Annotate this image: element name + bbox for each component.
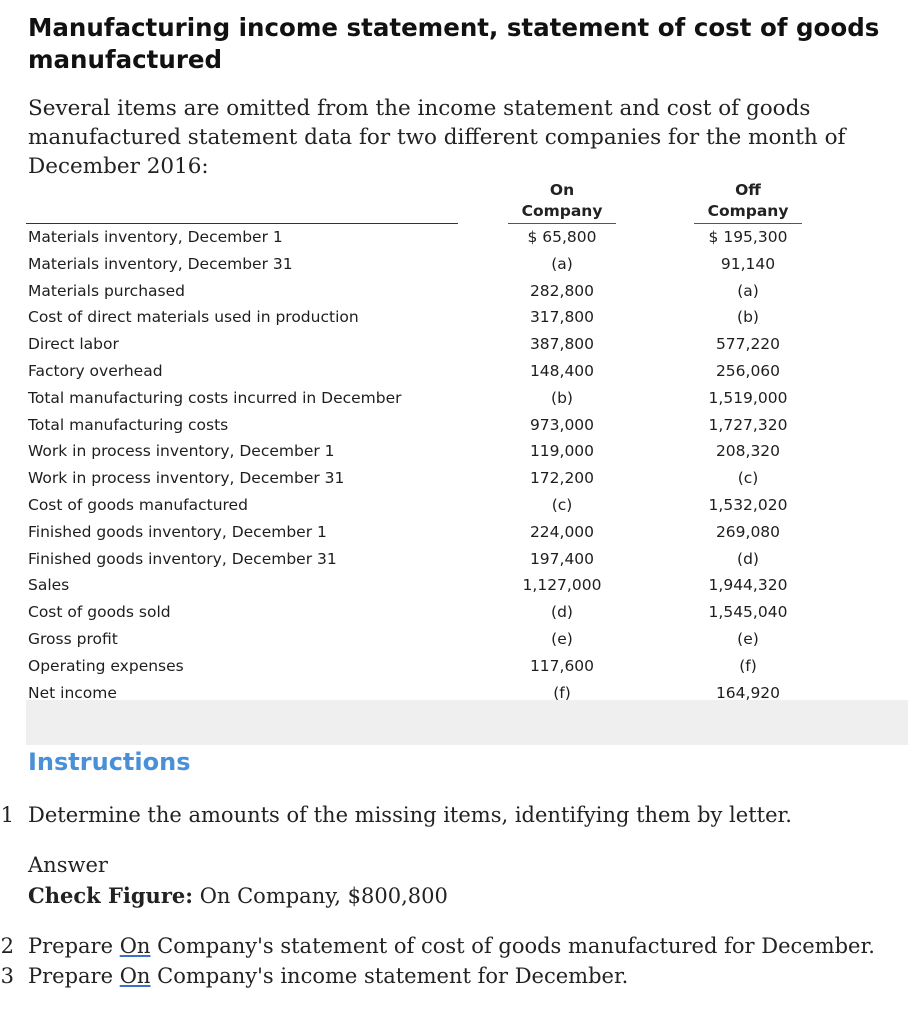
off-company-value: 1,519,000 xyxy=(708,388,788,407)
row-label: Factory overhead xyxy=(28,361,163,380)
on-company-value: 197,400 xyxy=(529,549,595,568)
table-row xyxy=(26,653,908,680)
on-company-value: (a) xyxy=(551,254,573,273)
on-company-value: (c) xyxy=(551,495,573,514)
off-company-value: (d) xyxy=(737,549,759,568)
off-company-value: $ 195,300 xyxy=(708,228,788,246)
table-row xyxy=(26,385,908,412)
off-company-value: 1,532,020 xyxy=(708,495,788,514)
step-text-end: Company's income statement for December. xyxy=(150,964,629,988)
table-row xyxy=(26,626,908,653)
row-label: Operating expenses xyxy=(28,656,184,675)
table-row xyxy=(26,412,908,439)
intro-paragraph: Several items are omitted from the income statement and cost of goods manufactured statement data for two different companies for the month of December 2016: xyxy=(28,96,846,179)
off-company-value: 164,920 xyxy=(715,683,781,702)
table-row xyxy=(26,331,908,358)
check-figure-value: On Company, $800,800 xyxy=(193,884,448,908)
step-number: 2 xyxy=(0,934,14,958)
on-company-value: (e) xyxy=(551,629,573,648)
column-header-line: Company xyxy=(521,202,603,220)
on-company-value: 224,000 xyxy=(529,522,595,541)
on-company-value: (d) xyxy=(551,603,573,622)
row-label: Cost of goods sold xyxy=(28,603,171,622)
off-company-value: (e) xyxy=(737,629,759,648)
on-company-value: 1,127,000 xyxy=(522,576,602,595)
data-table xyxy=(26,180,908,745)
on-company-link[interactable]: On xyxy=(119,934,151,958)
row-label: Work in process inventory, December 1 xyxy=(28,442,335,461)
on-company-link[interactable]: On xyxy=(119,964,151,988)
table-row xyxy=(26,304,908,331)
column-header-line: Company xyxy=(707,202,789,220)
row-label: Net income xyxy=(28,683,117,702)
on-company-value: 119,000 xyxy=(529,442,595,461)
on-company-value: (f) xyxy=(553,683,571,702)
on-company-value: 973,000 xyxy=(529,415,595,434)
table-row xyxy=(26,546,908,573)
column-header-on-company xyxy=(512,180,612,222)
step-text xyxy=(28,931,875,961)
column-header-line: On xyxy=(549,181,575,199)
row-label: Materials inventory, December 1 xyxy=(28,228,283,246)
on-company-value: 172,200 xyxy=(529,469,595,488)
table-row xyxy=(26,465,908,492)
table-footer-shade xyxy=(26,700,908,745)
table-row xyxy=(26,438,908,465)
table-row xyxy=(26,680,908,707)
on-company-value: (b) xyxy=(551,388,573,407)
step-text-start: Prepare xyxy=(28,964,120,988)
off-company-value: 1,944,320 xyxy=(708,576,788,595)
row-label: Materials purchased xyxy=(28,281,185,300)
row-label: Sales xyxy=(28,576,70,595)
table-row xyxy=(26,519,908,546)
off-company-value: (f) xyxy=(739,656,757,675)
row-label: Finished goods inventory, December 1 xyxy=(28,522,327,541)
table-row xyxy=(26,278,908,305)
step-number: 1 xyxy=(0,803,14,827)
on-company-value: 117,600 xyxy=(529,656,595,675)
off-company-value: 269,080 xyxy=(715,522,781,541)
step-text xyxy=(28,961,628,991)
off-company-value: 91,140 xyxy=(720,254,776,273)
row-label: Work in process inventory, December 31 xyxy=(28,469,345,488)
check-figure xyxy=(28,881,448,911)
on-company-value: 317,800 xyxy=(529,308,595,327)
table-row xyxy=(26,358,908,385)
off-company-value: (b) xyxy=(737,308,759,327)
off-company-value: 256,060 xyxy=(715,361,781,380)
step-text-start: Prepare xyxy=(28,934,120,958)
column-header-line: Off xyxy=(735,181,761,199)
row-label: Cost of goods manufactured xyxy=(28,495,248,514)
table-row xyxy=(26,572,908,599)
row-label: Total manufacturing costs incurred in December xyxy=(28,388,402,407)
row-label: Direct labor xyxy=(28,335,119,354)
on-company-value: 387,800 xyxy=(529,335,595,354)
on-company-value: 282,800 xyxy=(529,281,595,300)
row-label: Cost of direct materials used in production xyxy=(28,308,359,327)
instructions-heading: Instructions xyxy=(28,748,191,776)
row-label: Gross profit xyxy=(28,629,118,648)
row-label: Materials inventory, December 31 xyxy=(28,254,293,273)
step-number: 3 xyxy=(0,964,14,988)
off-company-value: 1,545,040 xyxy=(708,603,788,622)
table-body xyxy=(26,224,908,706)
table-row xyxy=(26,492,908,519)
step-text-end: Company's statement of cost of goods manufactured for December. xyxy=(150,934,875,958)
off-company-value: 577,220 xyxy=(715,335,781,354)
table-row xyxy=(26,599,908,626)
on-company-value: $ 65,800 xyxy=(527,228,597,246)
table-row xyxy=(26,224,908,251)
off-company-value: (a) xyxy=(737,281,759,300)
off-company-value: 1,727,320 xyxy=(708,415,788,434)
row-label: Total manufacturing costs xyxy=(28,415,229,434)
step-text: Determine the amounts of the missing items, identifying them by letter. xyxy=(28,803,792,827)
answer-label: Answer xyxy=(28,853,108,877)
column-header-off-company xyxy=(698,180,798,222)
table-row xyxy=(26,251,908,278)
off-company-value: 208,320 xyxy=(715,442,781,461)
off-company-value: (c) xyxy=(737,469,759,488)
row-label: Finished goods inventory, December 31 xyxy=(28,549,337,568)
check-figure-label: Check Figure: xyxy=(28,883,194,908)
on-company-value: 148,400 xyxy=(529,361,595,380)
page-title: Manufacturing income statement, statement of cost of goods manufactured xyxy=(28,13,880,74)
